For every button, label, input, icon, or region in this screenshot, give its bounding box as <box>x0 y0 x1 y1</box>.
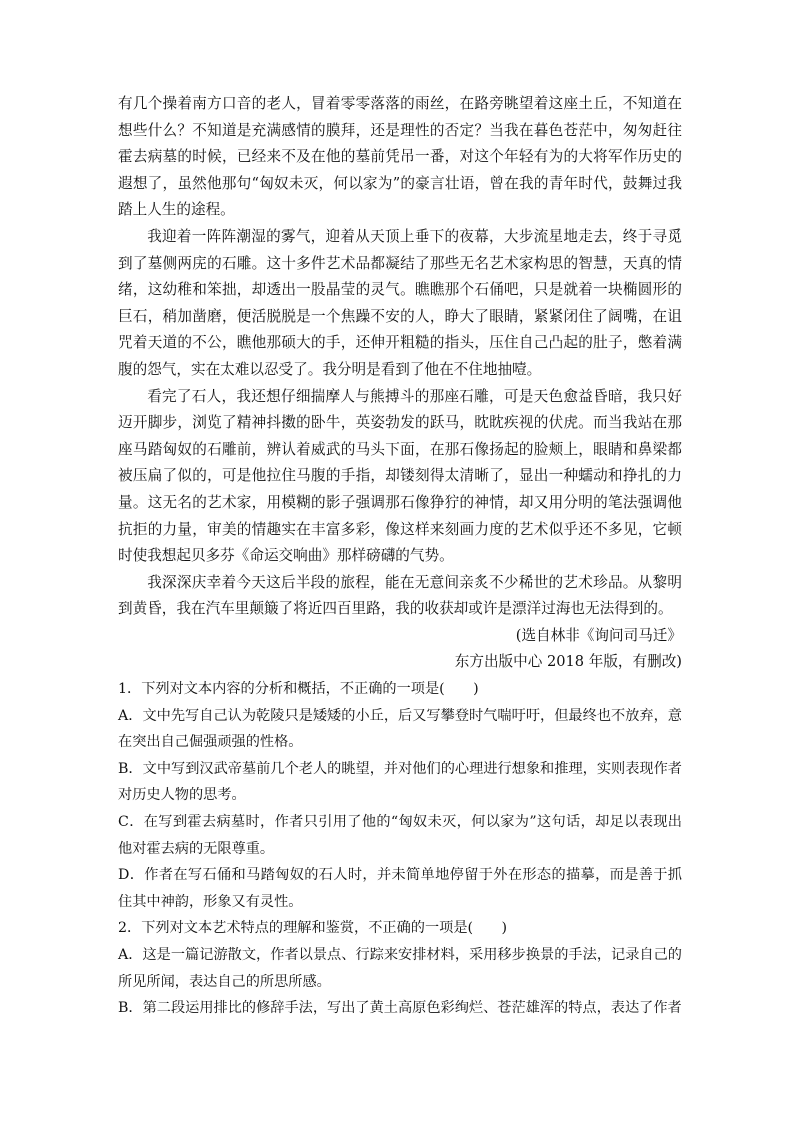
question-2-option-a: A．这是一篇记游散文，作者以景点、行踪来安排材料，采用移步换景的手法，记录自己的所见所闻，表达自己的所思所感。 <box>118 947 682 990</box>
question-2-option-b: B．第二段运用排比的修辞手法，写出了黄土高原色彩绚烂、苍茫雄浑的特点，表达了作者 <box>118 1000 682 1017</box>
question-2-stem: 2．下列对文本艺术特点的理解和鉴赏，不正确的一项是( ) <box>118 920 507 937</box>
source-citation-line-1: (选自林非《询问司马迁》 <box>515 626 682 644</box>
paragraph-2: 我迎着一阵阵潮湿的雾气，迎着从天顶上垂下的夜幕，大步流星地走去，终于寻觅到了墓侧两庑的石雕。这十多件艺术品都凝结了那些无名艺术家构思的智慧，天真的情绪，这幼稚和笨拙，却透出一股晶莹的灵气。瞧瞧那个石俑吧，只是就着一块椭圆形的巨石，稍加凿磨，便活脱脱是一个焦躁不安的人，睁大了眼睛，紧紧闭住了阔嘴，在诅咒着天道的不公，瞧他那硕大的手，还伸开粗糙的指头，压住自己凸起的肚子，憋着满腹的怨气，实在太难以忍受了。我分明是看到了他在不住地抽噎。 <box>118 227 682 378</box>
paragraph-4: 我深深庆幸着今天这后半段的旅程，能在无意间亲炙不少稀世的艺术珍品。从黎明到黄昏，我在汽车里颠簸了将近四百里路，我的收获却或许是漂洋过海也无法得到的。 <box>118 573 682 618</box>
paragraph-3: 看完了石人，我还想仔细揣摩人与熊搏斗的那座石雕，可是天色愈益昏暗，我只好迈开脚步，浏览了精神抖擞的卧牛，英姿勃发的跃马，眈眈疾视的伏虎。而当我站在那座马踏匈奴的石雕前，辨认着威武的马头下面，在那石像扬起的脸颊上，眼睛和鼻梁都被压扁了似的，可是他拉住马腹的手指，却镂刻得太清晰了，显出一种蠕动和挣扎的力量。这无名的艺术家，用模糊的影子强调那石像狰狞的神情，却又用分明的笔法强调他抗拒的力量，审美的情趣实在丰富多彩，像这样来刻画力度的艺术似乎还不多见，它顿时使我想起贝多芬《命运交响曲》那样磅礴的气势。 <box>118 387 682 565</box>
question-1-option-b: B．文中写到汉武帝墓前几个老人的眺望，并对他们的心理进行想象和推理，实则表现作者对历史人物的思考。 <box>118 760 682 804</box>
question-1-option-d: D．作者在写石俑和马踏匈奴的石人时，并未简单地停留于外在形态的描摹，而是善于抓住其中神韵，形象又有灵性。 <box>118 867 682 910</box>
question-1-stem: 1．下列对文本内容的分析和概括，不正确的一项是( ) <box>118 681 479 698</box>
question-1-option-c: C．在写到霍去病墓时，作者只引用了他的“匈奴未灭，何以家为”这句话，却足以表现出他对霍去病的无限尊重。 <box>118 814 682 857</box>
question-1-option-a: A．文中先写自己认为乾陵只是矮矮的小丘，后又写攀登时气喘吁吁，但最终也不放弃，意在突出自己倔强顽强的性格。 <box>118 707 682 751</box>
source-citation-line-2: 东方出版中心 2018 年版，有删改) <box>454 653 682 671</box>
paragraph-1: 有几个操着南方口音的老人，冒着零零落落的雨丝，在路旁眺望着这座土丘，不知道在想些什么？不知道是充满感情的膜拜，还是理性的否定？当我在暮色苍茫中，匆匆赶往霍去病墓的时候，已经来不及在他的墓前凭吊一番，对这个年轻有为的大将军作历史的遐想了，虽然他那句“匈奴未灭，何以家为”的豪言壮语，曾在我的青年时代，鼓舞过我踏上人生的途程。 <box>118 95 682 219</box>
